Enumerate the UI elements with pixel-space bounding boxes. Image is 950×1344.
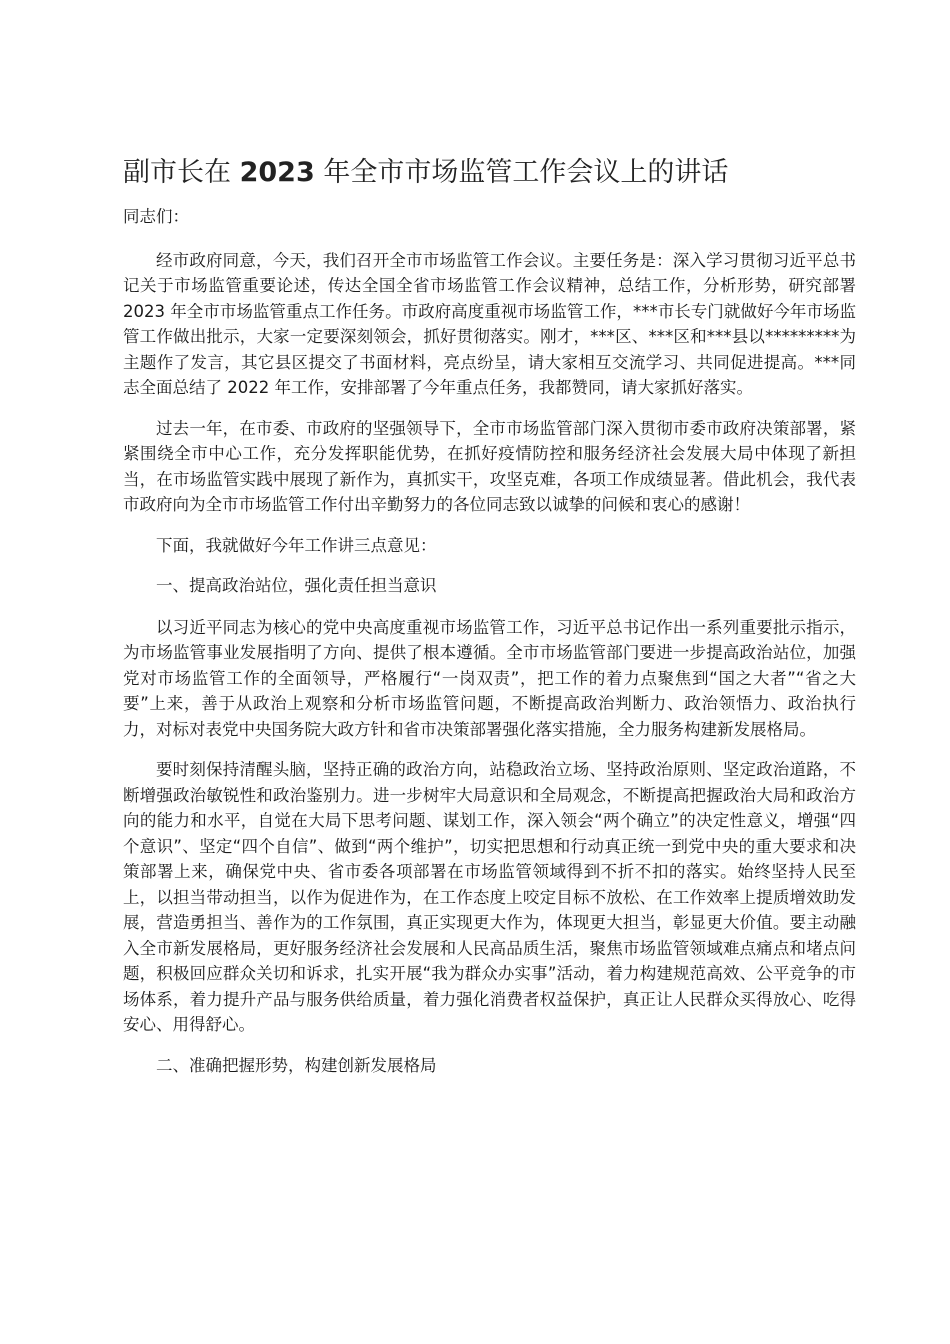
title-prefix: 副市长在 <box>123 157 231 188</box>
title-suffix: 年全市市场监管工作会议上的讲话 <box>323 157 729 188</box>
document-body <box>123 204 856 1094</box>
title-year: 2023 <box>239 157 315 188</box>
paragraph-transition: 下面，我就做好今年工作讲三点意见： <box>156 535 437 555</box>
document-title <box>123 150 843 196</box>
paragraph-section1-a: 以习近平同志为核心的党中央高度重视市场监管工作，习近平总书记作出一系列重要批示指示，为市场监管事业发展指明了方向、提供了根本遵循。全市市场监管部门要进一步提高政治站位，加强党对市场监管工作的全面领导，严格履行“一岗双责”，把工作的着力点聚焦到“国之大者”“省之大要”上来，善于从政治上观察和分析市场监管问题，不断提高政治判断力、政治领悟力、政治执行力，对标对表党中央国务院大政方针和省市决策部署强化落实措施，全力服务构建新发展格局。 <box>123 617 856 739</box>
paragraph-intro: 经市政府同意，今天，我们召开全市市场监管工作会议。主要任务是：深入学习贯彻习近平总书记关于市场监管重要论述，传达全国全省市场监管工作会议精神，总结工作，分析形势，研究部署 2023 年全市市场监管重点工作任务。市政府高度重视市场监管工作，***市长专门就做好今年市场监管工作做出批示，大家一定要深刻领会，抓好贯彻落实。刚才，***区、***区和***县以*********为主题作了发言，其它县区提交了书面材料，亮点纷呈，请大家相互交流学习、共同促进提高。***同志全面总结了 2022 年工作，安排部署了今年重点任务，我都赞同，请大家抓好落实。 <box>123 250 856 397</box>
section-heading-1: 一、提高政治站位，强化责任担当意识 <box>156 576 437 595</box>
section-heading-2: 二、准确把握形势，构建创新发展格局 <box>156 1055 437 1075</box>
paragraph-section1-b: 要时刻保持清醒头脑，坚持正确的政治方向，站稳政治立场、坚持政治原则、坚定政治道路，不断增强政治敏锐性和政治鉴别力。进一步树牢大局意识和全局观念，不断提高把握政治大局和政治方向的能力和水平，自觉在大局下思考问题、谋划工作，深入领会“两个确立”的决定性意义，增强“四个意识”、坚定“四个自信”、做到“两个维护”，切实把思想和行动真正统一到党中央的重大要求和决策部署上来，确保党中央、省市委各项部署在市场监管领域得到不折不扣的落实。始终坚持人民至上，以担当带动担当，以作为促进作为，在工作态度上咬定目标不放松、在工作效率上提质增效助发展，营造勇担当、善作为的工作氛围，真正实现更大作为，体现更大担当，彰显更大价值。要主动融入全市新发展格局，更好服务经济社会发展和人民高品质生活，聚焦市场监管领域难点痛点和堵点问题，积极回应群众关切和诉求，扎实开展“我为群众办实事”活动，着力构建规范高效、公平竞争的市场体系，着力提升产品与服务供给质量，着力强化消费者权益保护，真正让人民群众买得放心、吃得安心、用得舒心。 <box>123 760 856 1034</box>
salutation: 同志们： <box>123 207 189 226</box>
paragraph-review: 过去一年，在市委、市政府的坚强领导下，全市市场监管部门深入贯彻市委市政府决策部署，紧紧围绕全市中心工作，充分发挥职能优势，在抓好疫情防控和服务经济社会发展大局中体现了新担当，在市场监管实践中展现了新作为，真抓实干，攻坚克难，各项工作成绩显著。借此机会，我代表市政府向为全市市场监管工作付出辛勤努力的各位同志致以诚挚的问候和衷心的感谢！ <box>123 418 856 514</box>
